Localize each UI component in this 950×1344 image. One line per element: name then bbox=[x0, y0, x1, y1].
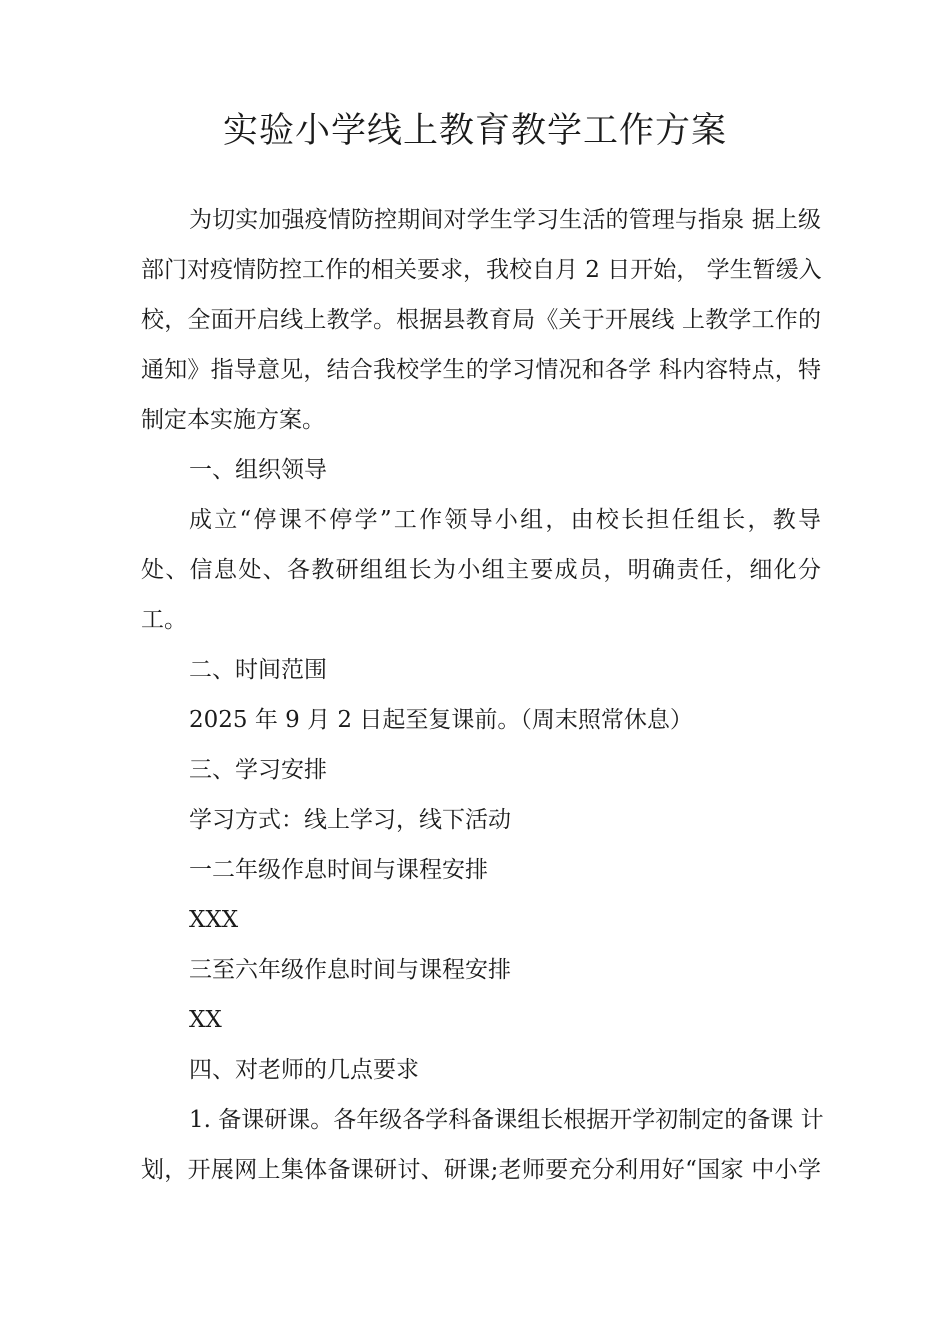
organization-line-3: 工。 bbox=[141, 607, 187, 633]
requirement-item-1-line-1: 1. 备课研课。各年级各学科备课组长根据开学初制定的备课 计 bbox=[189, 1107, 824, 1133]
grade-3-6-schedule-content: XX bbox=[189, 1007, 222, 1033]
intro-line-2: 部门对疫情防控工作的相关要求，我校自月 2 日开始， 学生暂缓入 bbox=[141, 257, 822, 283]
section-heading-teacher-requirements: 四、对老师的几点要求 bbox=[189, 1057, 419, 1083]
organization-line-2: 处、信息处、各教研组组长为小组主要成员，明确责任，细化分 bbox=[141, 557, 821, 583]
intro-line-5: 制定本实施方案。 bbox=[141, 407, 325, 433]
intro-line-4: 通知》指导意见，结合我校学生的学习情况和各学 科内容特点，特 bbox=[141, 357, 821, 383]
grade-1-2-schedule-heading: 一二年级作息时间与课程安排 bbox=[189, 857, 488, 883]
organization-line-1: 成立“停课不停学”工作领导小组，由校长担任组长，教导 bbox=[189, 507, 821, 533]
section-heading-study-arrangement: 三、学习安排 bbox=[189, 757, 327, 783]
study-method-text: 学习方式：线上学习，线下活动 bbox=[189, 807, 511, 833]
time-range-text: 2025 年 9 月 2 日起至复课前。（周末照常休息） bbox=[189, 707, 693, 733]
grade-3-6-schedule-heading: 三至六年级作息时间与课程安排 bbox=[189, 957, 511, 983]
intro-line-1: 为切实加强疫情防控期间对学生学习生活的管理与指泉 据上级 bbox=[189, 207, 821, 233]
document-title: 实验小学线上教育教学工作方案 bbox=[222, 111, 727, 151]
grade-1-2-schedule-content: XXX bbox=[189, 907, 239, 933]
intro-line-3: 校，全面开启线上教学。根据县教育局《关于开展线 上教学工作的 bbox=[141, 307, 821, 333]
requirement-item-1-line-2: 划，开展网上集体备课研讨、研课;老师要充分利用好“国家 中小学 bbox=[141, 1157, 821, 1183]
section-heading-time-range: 二、时间范围 bbox=[189, 657, 327, 683]
section-heading-organization: 一、组织领导 bbox=[189, 457, 327, 483]
